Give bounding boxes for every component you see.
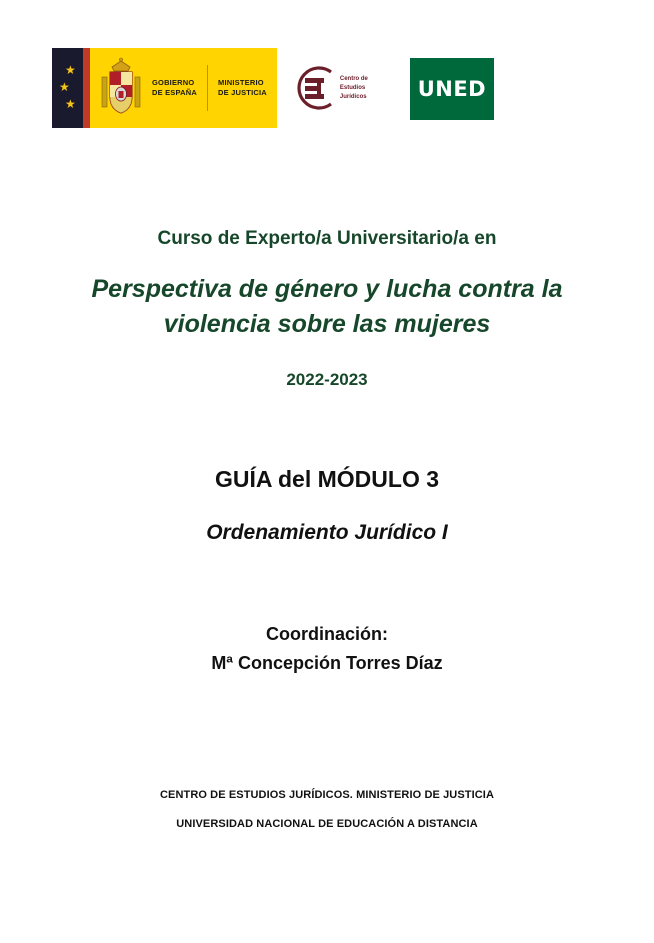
institutional-logo-strip [52, 48, 494, 128]
gobierno-de-espana-logo [52, 48, 277, 128]
gobierno-yellow-panel [90, 48, 277, 128]
guide-subtitle: Ordenamiento Jurídico I [206, 521, 448, 544]
cej-logo [291, 48, 368, 128]
coordination-name: Mª Concepción Torres Díaz [211, 653, 443, 673]
uned-logo [410, 58, 494, 120]
gobierno-line-1: GOBIERNO [152, 77, 195, 87]
cej-line-3: Jurídicos [339, 93, 367, 100]
footer-line-2: UNIVERSIDAD NACIONAL DE EDUCACIÓN A DISTANCIA [176, 818, 478, 830]
footer-line-1: CENTRO DE ESTUDIOS JURÍDICOS. MINISTERIO DE JUSTICIA [159, 789, 494, 801]
gobierno-line-2: DE ESPAÑA [152, 88, 198, 97]
gobierno-label [152, 78, 197, 98]
logo-divider [207, 65, 208, 111]
cej-line-2: Estudios [339, 84, 366, 91]
spain-coat-of-arms-icon [98, 57, 144, 119]
ministerio-line-1: MINISTERIO [218, 77, 264, 87]
cej-label [340, 75, 368, 102]
guide-title: GUÍA del MÓDULO 3 [214, 466, 440, 492]
course-title: Perspectiva de género y lucha contra la violencia sobre las mujeres [91, 275, 563, 338]
cej-line-1: Centro de [339, 75, 368, 82]
eu-spain-flag-icon: ★ ★ ★ [52, 48, 90, 128]
cej-emblem-icon [291, 66, 335, 110]
ministerio-line-2: DE JUSTICIA [218, 88, 267, 97]
course-years: 2022-2023 [286, 370, 368, 389]
coordination-label: Coordinación: [266, 624, 388, 644]
ministerio-label [218, 78, 267, 98]
uned-label: UNED [417, 77, 487, 101]
course-type-line: Curso de Experto/a Universitario/a en [157, 228, 497, 249]
